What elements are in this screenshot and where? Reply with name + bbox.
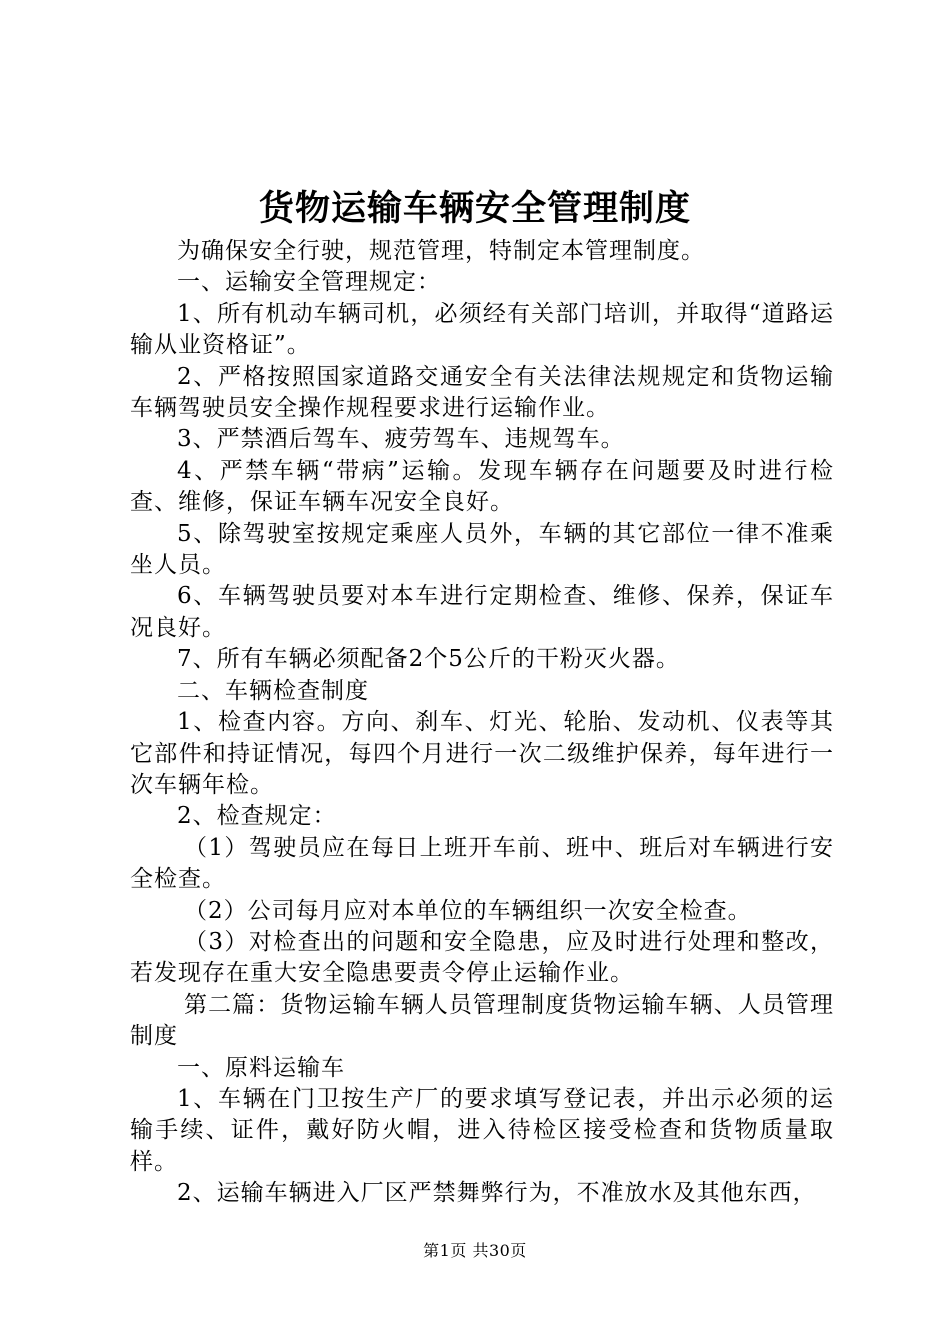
paragraph-inspection-rule-1: （1）驾驶员应在每日上班开车前、班中、班后对车辆进行安全检查。 — [130, 834, 834, 893]
section-heading-transport-safety: 一、运输安全管理规定： — [177, 269, 441, 296]
paragraph-rule-1: 1、所有机动车辆司机，必须经有关部门培训，并取得“道路运输从业资格证”。 — [130, 300, 834, 359]
paragraph-rule-3: 3、严禁酒后驾车、疲劳驾车、违规驾车。 — [177, 426, 625, 453]
page-footer: 第1页 共30页 — [423, 1241, 527, 1260]
paragraph-inspection-content: 1、检查内容。方向、刹车、灯光、轮胎、发动机、仪表等其它部件和持证情况，每四个月进行一次二级维护保养，每年进行一次车辆年检。 — [130, 709, 834, 798]
section-heading-raw-material-vehicles: 一、原料运输车 — [177, 1054, 345, 1081]
section-heading-vehicle-inspection: 二、车辆检查制度 — [177, 677, 369, 704]
paragraph-rule-4: 4、严禁车辆“带病”运输。发现车辆存在问题要及时进行检查、维修，保证车辆车况安全良好。 — [130, 457, 834, 516]
paragraph-rule-6: 6、车辆驾驶员要对本车进行定期检查、维修、保养，保证车况良好。 — [130, 583, 834, 641]
document-title: 货物运输车辆安全管理制度 — [258, 188, 691, 229]
paragraph-rule-2: 2、严格按照国家道路交通安全有关法律法规规定和货物运输车辆驾驶员安全操作规程要求进行运输作业。 — [130, 363, 834, 422]
paragraph-rule-7: 7、所有车辆必须配备2个5公斤的干粉灭火器。 — [177, 646, 680, 673]
paragraph-raw-material-rule-1: 1、车辆在门卫按生产厂的要求填写登记表，并出示必须的运输手续、证件，戴好防火帽，进入待检区接受检查和货物质量取样。 — [130, 1085, 834, 1175]
paragraph-intro: 为确保安全行驶，规范管理，特制定本管理制度。 — [177, 238, 705, 264]
paragraph-inspection-rule-3: （3）对检查出的问题和安全隐患，应及时进行处理和整改，若发现存在重大安全隐患要责令停止运输作业。 — [130, 928, 834, 987]
paragraph-inspection-rule-2: （2）公司每月应对本单位的车辆组织一次安全检查。 — [184, 897, 752, 924]
document-body — [130, 236, 834, 1210]
paragraph-raw-material-rule-2: 2、运输车辆进入厂区严禁舞弊行为，不准放水及其他东西， — [177, 1180, 817, 1207]
paragraph-part-two-title: 第二篇：货物运输车辆人员管理制度货物运输车辆、人员管理制度 — [130, 991, 834, 1050]
paragraph-rule-5: 5、除驾驶室按规定乘座人员外，车辆的其它部位一律不准乘坐人员。 — [130, 520, 834, 579]
paragraph-inspection-rules: 2、检查规定： — [177, 803, 337, 830]
